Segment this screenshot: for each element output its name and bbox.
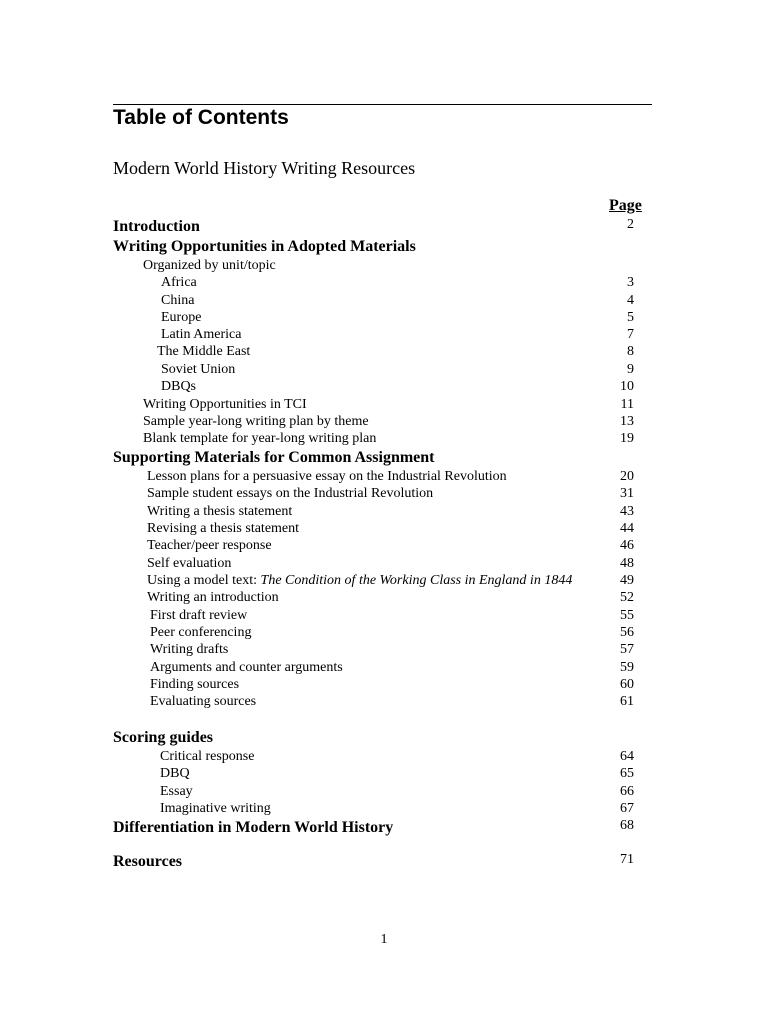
toc-entry-label: Supporting Materials for Common Assignment xyxy=(113,449,435,466)
toc-entry-page: 9 xyxy=(627,362,634,377)
toc-entry-label: Sample student essays on the Industrial Revolution xyxy=(147,486,434,501)
toc-entry xyxy=(0,800,768,820)
toc-entry-label: Differentiation in Modern World History xyxy=(113,819,394,836)
toc-entry xyxy=(0,448,768,468)
toc-entry-label: Sample year-long writing plan by theme xyxy=(143,414,369,429)
toc-entry-page: 56 xyxy=(620,625,634,640)
toc-entry-page: 3 xyxy=(627,275,634,290)
toc-entry-label: DBQs xyxy=(161,379,197,394)
toc-entry-label: Blank template for year-long writing plan xyxy=(143,431,377,446)
toc-entry-label: Writing Opportunities in TCI xyxy=(143,397,307,412)
toc-entry-label: Latin America xyxy=(161,327,242,342)
page-column-header: Page xyxy=(609,197,642,214)
toc-entry-label: Writing drafts xyxy=(150,642,229,657)
toc-entry xyxy=(0,274,768,294)
toc-entry-label: Introduction xyxy=(113,218,200,235)
toc-entry xyxy=(0,765,768,785)
toc-entry xyxy=(0,537,768,557)
toc-entry-page: 60 xyxy=(620,677,634,692)
toc-entry-label: Imaginative writing xyxy=(160,801,271,816)
toc-entry-label: Africa xyxy=(161,275,197,290)
page-number: 1 xyxy=(380,932,388,947)
toc-entry-page: 68 xyxy=(620,818,634,833)
toc-entry-label: Scoring guides xyxy=(113,729,214,746)
toc-entry-page: 5 xyxy=(627,310,634,325)
document-subtitle: Modern World History Writing Resources xyxy=(113,158,416,178)
toc-entry xyxy=(0,237,768,257)
toc-entry-label: Writing a thesis statement xyxy=(147,504,293,519)
toc-entry xyxy=(0,693,768,713)
toc-entry xyxy=(0,430,768,450)
toc-entry xyxy=(0,728,768,748)
toc-entry xyxy=(0,589,768,609)
toc-entry-page: 43 xyxy=(620,504,634,519)
toc-entry-page: 66 xyxy=(620,784,634,799)
toc-entry xyxy=(0,641,768,661)
toc-entry-page: 61 xyxy=(620,694,634,709)
toc-entry-page: 48 xyxy=(620,556,634,571)
page-title: Table of Contents xyxy=(113,106,289,129)
toc-entry-label: Lesson plans for a persuasive essay on the Industrial Revolution xyxy=(147,469,507,484)
toc-entry-label: DBQ xyxy=(160,766,190,781)
toc-entry-page: 7 xyxy=(627,327,634,342)
toc-entry-label: Arguments and counter arguments xyxy=(150,660,343,675)
toc-entry-label: Soviet Union xyxy=(161,362,236,377)
toc-entry-page: 13 xyxy=(620,414,634,429)
toc-entry-label: Teacher/peer response xyxy=(147,538,272,553)
toc-entry-page: 2 xyxy=(627,217,634,232)
toc-entry-page: 46 xyxy=(620,538,634,553)
toc-entry-page: 20 xyxy=(620,469,634,484)
toc-entry-label: Resources xyxy=(113,853,183,870)
toc-entry-page: 52 xyxy=(620,590,634,605)
toc-entry xyxy=(0,852,768,872)
toc-entry-label: Evaluating sources xyxy=(150,694,257,709)
toc-entry-label: Europe xyxy=(161,310,202,325)
toc-entry-page: 11 xyxy=(620,397,634,412)
toc-entry-page: 10 xyxy=(620,379,634,394)
toc-entry-label: Revising a thesis statement xyxy=(147,521,300,536)
toc-entry-page: 57 xyxy=(620,642,634,657)
toc-entry-page: 65 xyxy=(620,766,634,781)
toc-entry-label: Writing an introduction xyxy=(147,590,279,605)
toc-entry-label: First draft review xyxy=(150,608,248,623)
toc-entry-italic-title: The Condition of the Working Class in England in 1844 xyxy=(260,573,573,588)
toc-entry-page: 4 xyxy=(627,293,634,308)
toc-entry-page: 31 xyxy=(620,486,634,501)
toc-entry-page: 59 xyxy=(620,660,634,675)
toc-entry-label: Writing Opportunities in Adopted Materials xyxy=(113,238,416,255)
toc-entry-label: Self evaluation xyxy=(147,556,232,571)
toc-entry-page: 71 xyxy=(620,852,634,867)
toc-entry-page: 64 xyxy=(620,749,634,764)
toc-entry-page: 55 xyxy=(620,608,634,623)
toc-entry-label: Essay xyxy=(160,784,193,799)
toc-entry-label: Finding sources xyxy=(150,677,240,692)
toc-entry xyxy=(0,217,768,237)
toc-entry xyxy=(0,343,768,363)
toc-entry-page: 67 xyxy=(620,801,634,816)
toc-entry-page: 19 xyxy=(620,431,634,446)
toc-entry-page: 49 xyxy=(620,573,634,588)
toc-entry-label: Organized by unit/topic xyxy=(143,258,276,273)
toc-entry-label: China xyxy=(161,293,195,308)
toc-entry-label: Peer conferencing xyxy=(150,625,252,640)
toc-entry-label: Using a model text: The Condition of the Working Class in England in 1844 xyxy=(147,573,573,588)
toc-entry-label: Critical response xyxy=(160,749,255,764)
toc-entry-page: 44 xyxy=(620,521,634,536)
toc-entry xyxy=(0,378,768,398)
toc-entry xyxy=(0,485,768,505)
toc-entry-page: 8 xyxy=(627,344,634,359)
toc-entry xyxy=(0,818,768,838)
toc-entry-label: The Middle East xyxy=(157,344,251,359)
